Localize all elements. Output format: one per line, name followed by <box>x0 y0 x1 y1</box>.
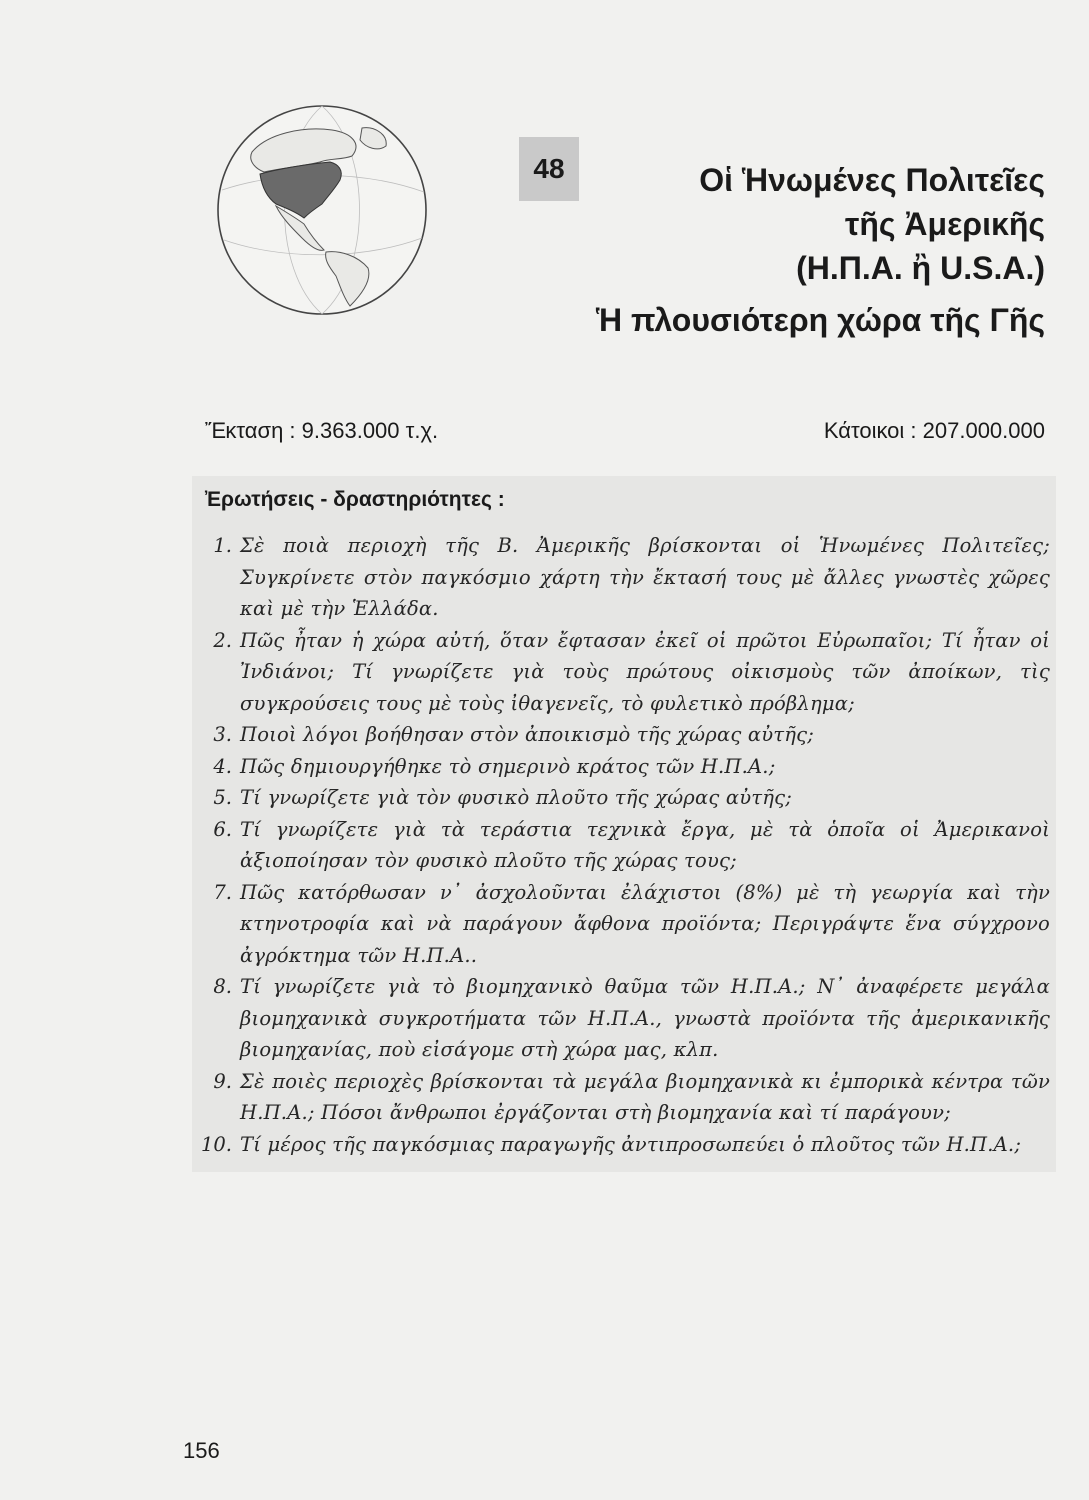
title-line-1: Οἱ Ἡνωμένες Πολιτεῖες <box>699 162 1045 198</box>
question-item <box>196 971 1050 1066</box>
question-number: 5. <box>213 786 232 809</box>
question-text: Τί γνωρίζετε γιὰ τὰ τεράστια τεχνικὰ ἔργα, μὲ τὰ ὁποῖα οἱ Ἀμερικανοὶ ἀξιοποίησαν τὸν φυσικὸ πλοῦτο τῆς χώρας τους; <box>240 817 1050 872</box>
question-item <box>196 1129 1050 1161</box>
country-stats <box>205 418 1045 444</box>
questions-list <box>196 530 1050 1160</box>
question-text: Τί γνωρίζετε γιὰ τὸ βιομηχανικὸ θαῦμα τῶν Η.Π.Α.; Ν᾽ ἀναφέρετε μεγάλα βιομηχανικὰ συγκροτήματα τῶν Η.Π.Α., γνωστὰ προϊόντα τῆς ἀμερικανικῆς βιομηχανίας, ποὺ εἰσάγομε στὴ χώρα μας, κλπ. <box>240 975 1050 1061</box>
question-text: Ποιοὶ λόγοι βοήθησαν στὸν ἀποικισμὸ τῆς χώρας αὐτῆς; <box>240 723 815 746</box>
question-number: 1. <box>213 534 232 557</box>
question-number: 8. <box>213 975 232 998</box>
questions-heading: Ἐρωτήσεις - δραστηριότητες : <box>205 488 505 511</box>
question-text: Σὲ ποιὲς περιοχὲς βρίσκονται τὰ μεγάλα βιομηχανικὰ κι ἐμπορικὰ κέντρα τῶν Η.Π.Α.; Πόσοι ἄνθρωποι ἐργάζονται στὴ βιομηχανία καὶ τί παράγουν; <box>240 1069 1050 1124</box>
question-item <box>196 719 1050 751</box>
question-item <box>196 625 1050 720</box>
title-line-3: (Η.Π.Α. ἢ U.S.A.) <box>796 250 1045 286</box>
chapter-title <box>565 158 1045 342</box>
question-item <box>196 877 1050 972</box>
question-item <box>196 1066 1050 1129</box>
question-number: 7. <box>213 880 232 904</box>
question-text: Πῶς δημιουργήθηκε τὸ σημερινὸ κράτος τῶν Η.Π.Α.; <box>240 754 776 778</box>
question-text: Τί γνωρίζετε γιὰ τὸν φυσικὸ πλοῦτο τῆς χώρας αὐτῆς; <box>240 786 793 809</box>
population-stat: Κάτοικοι : 207.000.000 <box>823 418 1045 443</box>
question-text: Τί μέρος τῆς παγκόσμιας παραγωγῆς ἀντιπροσωπεύει ὁ πλοῦτος τῶν Η.Π.Α.; <box>240 1132 1022 1156</box>
chapter-number: 48 <box>519 137 579 201</box>
question-number: 9. <box>213 1069 232 1093</box>
area-stat: Ἔκταση : 9.363.000 τ.χ. <box>205 418 439 443</box>
question-number: 6. <box>213 817 232 841</box>
title-line-2: τῆς Ἀμερικῆς <box>845 206 1045 242</box>
question-item <box>196 782 1050 814</box>
question-text: Πῶς κατόρθωσαν ν᾽ ἀσχολοῦνται ἐλάχιστοι (8%) μὲ τὴ γεωργία καὶ τὴν κτηνοτροφία καὶ νὰ παράγουν ἄφθονα προϊόντα; Περιγράψτε ἕνα σύγχρονο ἀγρόκτημα τῶν Η.Π.Α.. <box>240 880 1050 967</box>
question-number: 3. <box>213 723 232 746</box>
question-item <box>196 814 1050 877</box>
question-item <box>196 751 1050 783</box>
question-text: Σὲ ποιὰ περιοχὴ τῆς Β. Ἀμερικῆς βρίσκονται οἱ Ἡνωμένες Πολιτεῖες; Συγκρίνετε στὸν παγκόσμιο χάρτη τὴν ἔκτασή τους μὲ ἄλλες γνωστὲς χῶρες καὶ μὲ τὴν Ἑλλάδα. <box>240 534 1050 620</box>
page-number: 156 <box>183 1438 220 1463</box>
chapter-subtitle: Ἡ πλουσιότερη χώρα τῆς Γῆς <box>595 302 1045 338</box>
question-number: 10. <box>200 1132 232 1156</box>
globe-americas-icon <box>212 100 432 320</box>
question-text: Πῶς ἦταν ἡ χώρα αὐτή, ὅταν ἔφτασαν ἐκεῖ οἱ πρῶτοι Εὐρωπαῖοι; Τί ἦταν οἱ Ἰνδιάνοι; Τί γνωρίζετε γιὰ τοὺς πρώτους οἰκισμοὺς τῶν ἀποίκων, τὶς συγκρούσεις τους μὲ τοὺς ἰθαγενεῖς, τὸ φυλετικὸ πρόβλημα; <box>240 628 1050 715</box>
question-number: 2. <box>213 628 232 652</box>
question-number: 4. <box>213 754 232 778</box>
question-item <box>196 530 1050 625</box>
